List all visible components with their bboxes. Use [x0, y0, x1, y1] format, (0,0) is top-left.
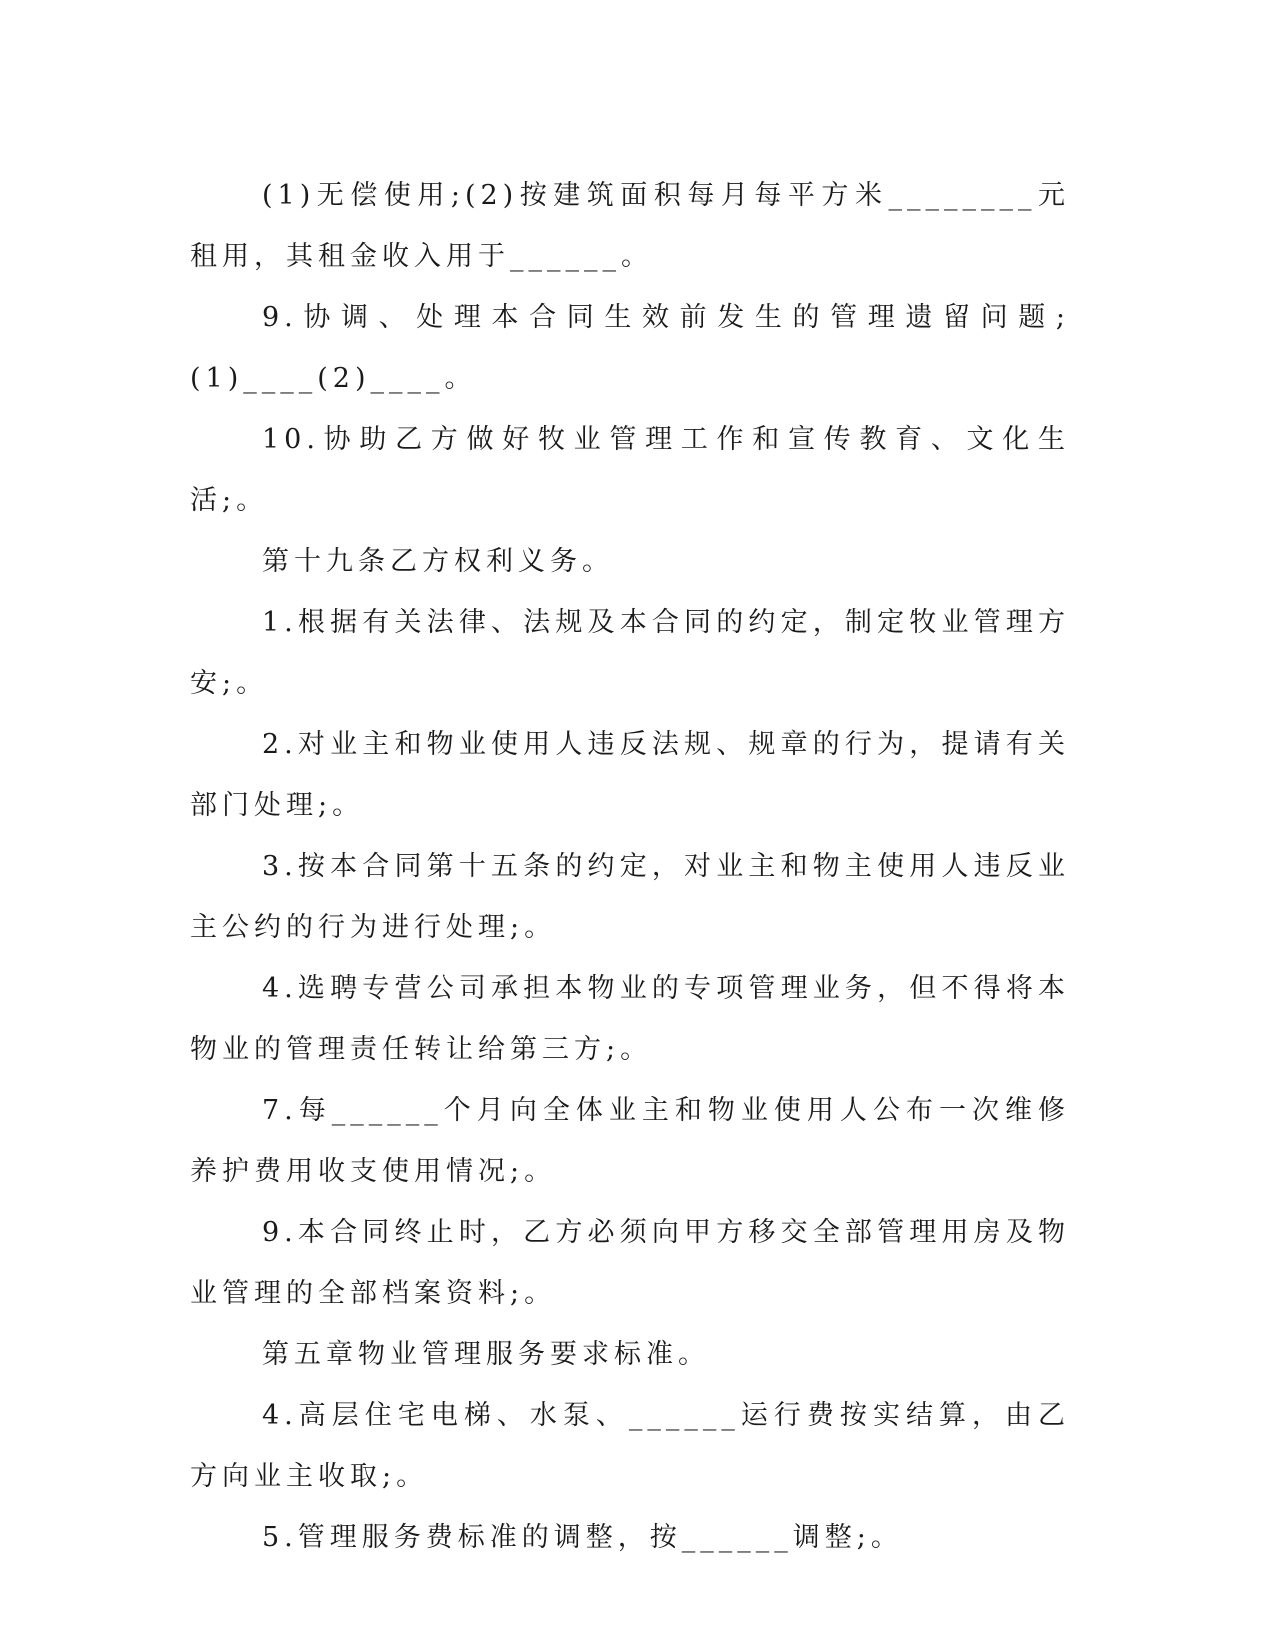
paragraph-9: 7.每______个月向全体业主和物业使用人公布一次维修养护费用收支使用情况;。	[190, 1095, 1070, 1187]
paragraph-7: 3.按本合同第十五条的约定，对业主和物主使用人违反业主公约的行为进行处理;。	[190, 851, 1070, 943]
paragraph-1: (1)无偿使用;(2)按建筑面积每月每平方米________元租用，其租金收入用于______。	[190, 180, 1070, 272]
document-body	[190, 165, 1070, 1568]
paragraph-6: 2.对业主和物业使用人违反法规、规章的行为，提请有关部门处理;。	[190, 729, 1070, 821]
paragraph-10: 9.本合同终止时，乙方必须向甲方移交全部管理用房及物业管理的全部档案资料;。	[190, 1217, 1070, 1309]
paragraph-12: 4.高层住宅电梯、水泵、______运行费按实结算，由乙方向业主收取;。	[190, 1400, 1070, 1492]
paragraph-5: 1.根据有关法律、法规及本合同的约定，制定牧业管理方安;。	[190, 607, 1070, 699]
paragraph-8: 4.选聘专营公司承担本物业的专项管理业务，但不得将本物业的管理责任转让给第三方;。	[190, 973, 1070, 1065]
paragraph-13: 5.管理服务费标准的调整，按______调整;。	[262, 1522, 903, 1553]
section-heading-article-19: 第十九条乙方权利义务。	[262, 546, 614, 577]
section-heading-chapter-5: 第五章物业管理服务要求标准。	[262, 1339, 710, 1370]
paragraph-2: 9.协调、处理本合同生效前发生的管理遗留问题;(1)____(2)____。	[190, 302, 1070, 394]
paragraph-3: 10.协助乙方做好牧业管理工作和宣传教育、文化生活;。	[190, 424, 1070, 516]
